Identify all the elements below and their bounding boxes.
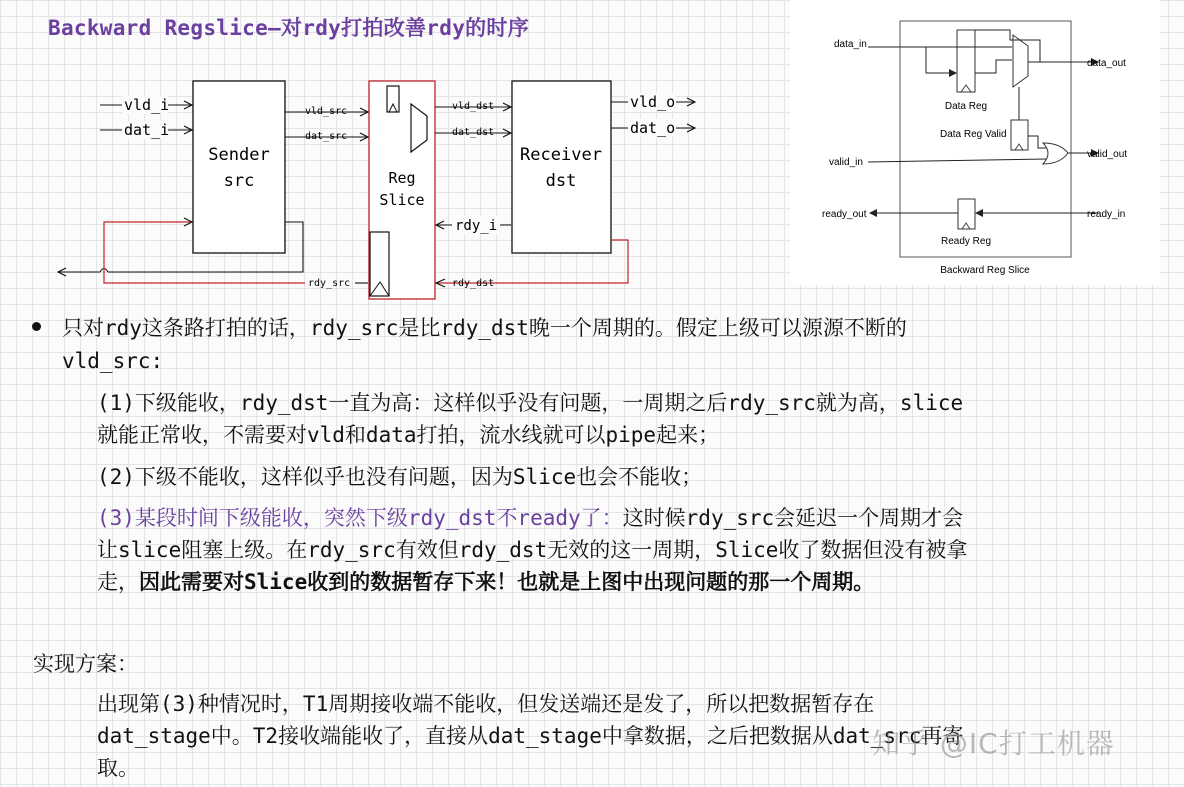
case3-line-1 xyxy=(97,502,963,534)
dat-src-label: dat_src xyxy=(305,131,348,142)
valid-in-label: valid_in xyxy=(829,157,863,168)
vld-dst-label: vld_dst xyxy=(452,101,495,112)
case3-line-3-start: 走， xyxy=(97,570,139,594)
case1-line-1: (1)下级能收，rdy_dst一直为高：这样似乎没有问题，一周期之后rdy_src就为高，slice xyxy=(97,391,964,415)
bullet-line-2: vld_src: xyxy=(62,349,164,373)
case3-rest: 这时候rdy_src会延迟一个周期才会 xyxy=(622,506,964,530)
data-reg-valid-label: Data Reg Valid xyxy=(940,129,1007,140)
plan-line-2: dat_stage中。T2接收端能收了，直接从dat_stage中拿数据，之后把数据从dat_src再寄 xyxy=(97,724,964,748)
watermark: 知乎 @IC打工机器 xyxy=(872,727,1115,760)
reg-slice-label: Reg xyxy=(388,169,416,187)
receiver-label-2: dst xyxy=(545,171,577,191)
page-title: Backward Regslice—对rdy打拍改善rdy的时序 xyxy=(48,16,530,40)
sender-label: Sender xyxy=(208,145,270,165)
receiver-label: Receiver xyxy=(520,145,602,165)
right-diagram-caption: Backward Reg Slice xyxy=(940,265,1030,276)
case1-line-2: 就能正常收，不需要对vld和data打拍，流水线就可以pipe起来； xyxy=(97,423,720,447)
plan-line-1: 出现第(3)种情况时，T1周期接收端不能收，但发送端还是发了，所以把数据暂存在 xyxy=(97,692,875,716)
valid-out-label: valid_out xyxy=(1087,149,1128,160)
vld-i-label: vld_i xyxy=(124,96,170,114)
ready-out-label: ready_out xyxy=(822,209,867,220)
vld-src-label: vld_src xyxy=(305,106,348,117)
vld-o-label: vld_o xyxy=(630,93,676,111)
dat-o-label: dat_o xyxy=(630,119,676,137)
data-reg-label: Data Reg xyxy=(944,101,988,112)
rdy-i-label: rdy_i xyxy=(455,218,498,234)
case3-highlight: (3)某段时间下级能收，突然下级rdy_dst不ready了： xyxy=(97,506,623,530)
bullet-line-1: 只对rdy这条路打拍的话，rdy_src是比rdy_dst晚一个周期的。假定上级可以源源不断的 xyxy=(62,316,907,340)
data-in-label: data_in xyxy=(834,39,867,50)
ready-reg-label: Ready Reg xyxy=(940,236,992,247)
case3-line-2: 让slice阻塞上级。在rdy_src有效但rdy_dst无效的这一周期，Slice收了数据但没有被拿 xyxy=(97,538,968,562)
rdy-src-label: rdy_src xyxy=(308,278,351,289)
data-out-label: data_out xyxy=(1087,58,1126,69)
rdy-dst-label: rdy_dst xyxy=(452,278,495,289)
plan-line-3: 取。 xyxy=(97,756,139,780)
case3-bold-note: 因此需要对Slice收到的数据暂存下来！也就是上图中出现问题的那一个周期。 xyxy=(139,570,875,594)
sender-label-2: src xyxy=(223,171,255,191)
reg-slice-label-2: Slice xyxy=(379,191,425,209)
plan-heading: 实现方案： xyxy=(33,652,138,676)
bullet-dot xyxy=(32,322,41,331)
case2-line-1: (2)下级不能收，这样似乎也没有问题，因为Slice也会不能收； xyxy=(97,465,703,489)
case3-line-3 xyxy=(97,566,874,598)
dat-dst-label: dat_dst xyxy=(452,127,495,138)
ready-in-label: ready_in xyxy=(1087,209,1126,220)
dat-i-label: dat_i xyxy=(124,121,170,139)
